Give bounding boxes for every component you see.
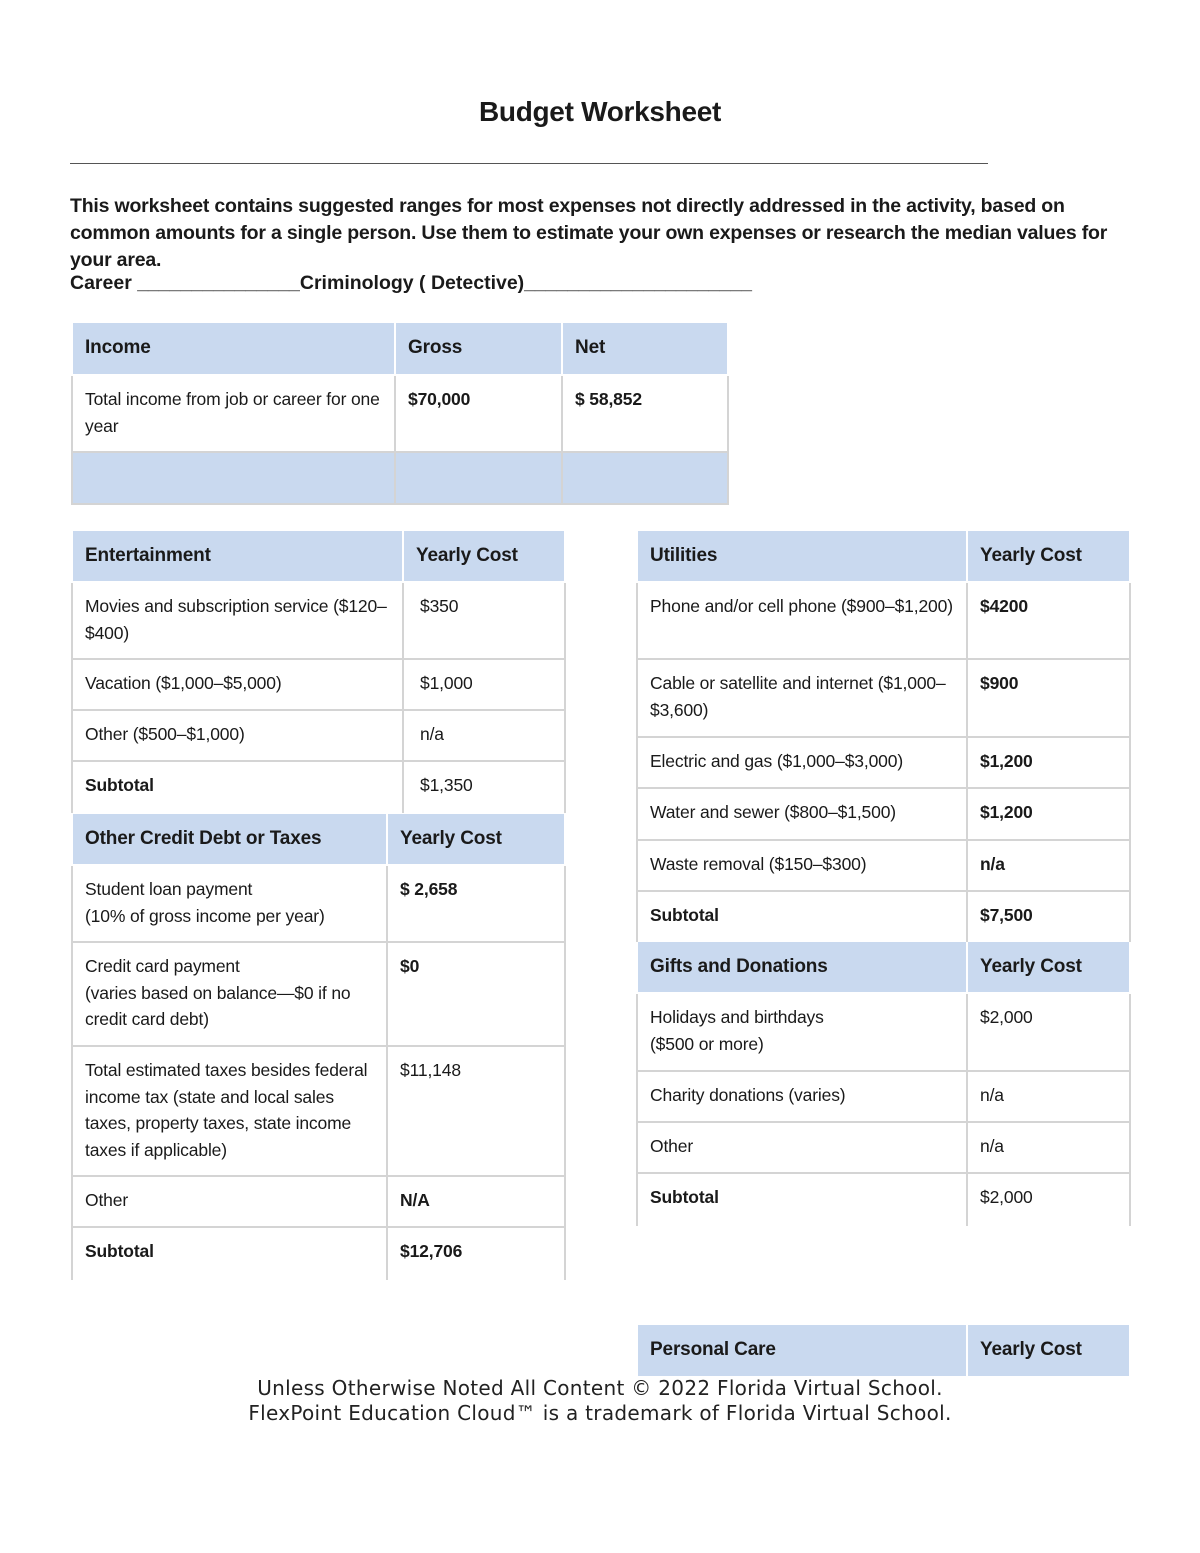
table-row (71, 711, 566, 762)
row-label: Phone and/or cell phone ($900–$1,200) (636, 583, 966, 658)
row-label: Other (71, 1177, 386, 1226)
table-row (71, 866, 566, 943)
gross-value[interactable]: $70,000 (394, 376, 561, 451)
gifts-header: Gifts and Donations (636, 942, 966, 992)
yearly-cost-header: Yearly Cost (966, 942, 1131, 992)
subtotal-value[interactable]: $7,500 (966, 892, 1131, 942)
row-label: Water and sewer ($800–$1,500) (636, 789, 966, 839)
row-value[interactable]: $ 2,658 (386, 866, 566, 941)
row-value[interactable]: n/a (402, 711, 566, 760)
page-title: Budget Worksheet (478, 96, 722, 127)
credit-header: Other Credit Debt or Taxes (71, 814, 386, 864)
row-label: Waste removal ($150–$300) (636, 841, 966, 890)
subtotal-value[interactable]: $12,706 (386, 1228, 566, 1280)
subtotal-row (71, 1228, 566, 1280)
subtotal-row (636, 892, 1131, 942)
table-row (71, 583, 566, 660)
table-row (636, 789, 1131, 841)
row-value[interactable]: $11,148 (386, 1047, 566, 1175)
table-row (71, 660, 566, 711)
personal-care-table (636, 1325, 1131, 1376)
credit-taxes-table (71, 814, 566, 1280)
subtotal-row (71, 762, 566, 813)
title-divider (70, 163, 988, 164)
income-table (71, 323, 729, 505)
footer (0, 1376, 1200, 1426)
income-header: Income (71, 323, 394, 374)
income-row-label: Total income from job or career for one year (71, 376, 394, 451)
row-value[interactable]: $1,200 (966, 738, 1131, 787)
yearly-cost-header: Yearly Cost (966, 1325, 1131, 1376)
table-row (636, 660, 1131, 738)
row-label: Other (636, 1123, 966, 1172)
row-value[interactable]: $2,000 (966, 994, 1131, 1070)
subtotal-label: Subtotal (636, 892, 966, 942)
subtotal-value[interactable]: $1,350 (402, 762, 566, 813)
footer-copyright: Unless Otherwise Noted All Content © 2022 Florida Virtual School. (257, 1376, 943, 1400)
table-row (636, 583, 1131, 660)
subtotal-label: Subtotal (636, 1174, 966, 1226)
net-header: Net (561, 323, 729, 374)
row-value[interactable]: $900 (966, 660, 1131, 736)
row-value[interactable]: $4200 (966, 583, 1131, 658)
income-empty-cell[interactable] (71, 453, 394, 503)
gifts-donations-table (636, 942, 1131, 1226)
personal-care-header: Personal Care (636, 1325, 966, 1376)
entertainment-table (71, 531, 566, 813)
yearly-cost-header: Yearly Cost (402, 531, 566, 581)
subtotal-label: Subtotal (71, 1228, 386, 1280)
net-empty-cell[interactable] (561, 453, 729, 503)
row-value[interactable]: n/a (966, 1123, 1131, 1172)
utilities-table (636, 531, 1131, 942)
row-label: Holidays and birthdays ($500 or more) (636, 994, 966, 1070)
subtotal-label: Subtotal (71, 762, 402, 813)
table-row (71, 943, 566, 1047)
row-value[interactable]: n/a (966, 841, 1131, 890)
utilities-header: Utilities (636, 531, 966, 581)
row-label: Electric and gas ($1,000–$3,000) (636, 738, 966, 787)
entertainment-header: Entertainment (71, 531, 402, 581)
row-value[interactable]: $1,000 (402, 660, 566, 709)
row-label: Charity donations (varies) (636, 1072, 966, 1121)
yearly-cost-header: Yearly Cost (966, 531, 1131, 581)
footer-trademark: FlexPoint Education Cloud™ is a trademark of Florida Virtual School. (248, 1401, 952, 1425)
row-label: Credit card payment (varies based on balance—$0 if no credit card debt) (71, 943, 386, 1045)
row-value[interactable]: $1,200 (966, 789, 1131, 839)
table-row (636, 1123, 1131, 1174)
table-row (71, 1047, 566, 1177)
row-label: Other ($500–$1,000) (71, 711, 402, 760)
subtotal-row (636, 1174, 1131, 1226)
table-row (636, 994, 1131, 1072)
row-value[interactable]: n/a (966, 1072, 1131, 1121)
table-row (636, 841, 1131, 892)
intro-paragraph: This worksheet contains suggested ranges for most expenses not directly addressed in the activity, based on common amounts for a single person. Use them to estimate your own expenses or research the median values for your area. (70, 195, 1108, 271)
row-label: Cable or satellite and internet ($1,000–$3,600) (636, 660, 966, 736)
gross-empty-cell[interactable] (394, 453, 561, 503)
row-label: Student loan payment (10% of gross income per year) (71, 866, 386, 941)
table-row (636, 1072, 1131, 1123)
gross-header: Gross (394, 323, 561, 374)
career-line: Career _______________Criminology ( Detective)_____________________ (70, 272, 752, 294)
row-label: Movies and subscription service ($120–$400) (71, 583, 402, 658)
row-label: Total estimated taxes besides federal income tax (state and local sales taxes, property taxes, state income taxes if applicable) (71, 1047, 386, 1175)
row-value[interactable]: $350 (402, 583, 566, 658)
subtotal-value[interactable]: $2,000 (966, 1174, 1131, 1226)
table-row (71, 1177, 566, 1228)
table-row (636, 738, 1131, 789)
row-value[interactable]: N/A (386, 1177, 566, 1226)
row-value[interactable]: $0 (386, 943, 566, 1045)
net-value[interactable]: $ 58,852 (561, 376, 729, 451)
row-label: Vacation ($1,000–$5,000) (71, 660, 402, 709)
yearly-cost-header: Yearly Cost (386, 814, 566, 864)
